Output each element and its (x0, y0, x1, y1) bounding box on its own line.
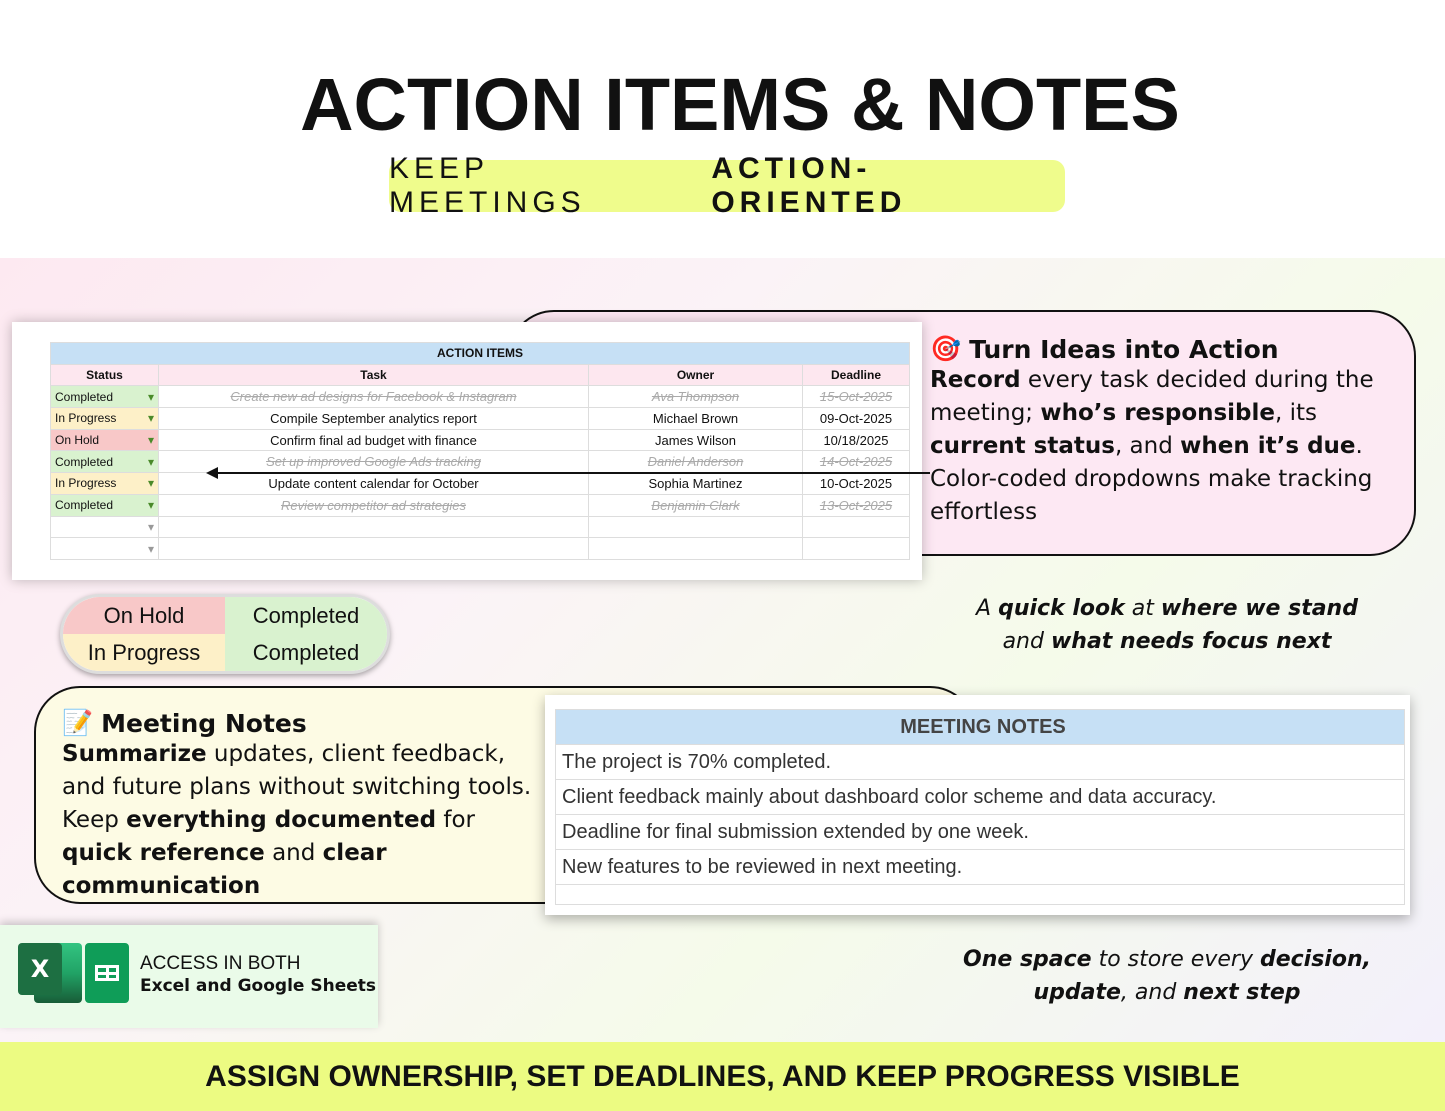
notes-title: MEETING NOTES (556, 710, 1405, 745)
text-run: decision, (1259, 947, 1371, 972)
deadline-cell: 09-Oct-2025 (803, 408, 910, 430)
note-cell: Client feedback mainly about dashboard color scheme and data accuracy. (556, 780, 1405, 815)
table-row (51, 408, 910, 430)
action-card-title (930, 334, 1400, 364)
status-dropdown[interactable]: On Hold ▾ (51, 429, 159, 451)
footer-banner: ASSIGN OWNERSHIP, SET DEADLINES, AND KEEP PROGRESS VISIBLE (0, 1042, 1445, 1111)
note-row (556, 780, 1405, 815)
empty-status-dropdown[interactable]: ▾ (51, 516, 159, 538)
excel-icon: X (18, 943, 62, 995)
subtitle-light: KEEP MEETINGS (389, 152, 586, 219)
note-cell: The project is 70% completed. (556, 745, 1405, 780)
caption-quick-look (960, 592, 1374, 658)
arrow-head-icon (206, 467, 218, 479)
status-dropdown[interactable]: In Progress ▾ (51, 408, 159, 430)
table-title: ACTION ITEMS (51, 343, 910, 365)
text-run: , and (1120, 980, 1184, 1005)
note-row (556, 850, 1405, 885)
note-row (556, 745, 1405, 780)
text-run: everything documented (126, 807, 437, 833)
table-row (51, 386, 910, 408)
note-cell: New features to be reviewed in next meeting. (556, 850, 1405, 885)
status-dropdown[interactable]: Completed ▾ (51, 451, 159, 473)
empty-status-dropdown[interactable]: ▾ (51, 538, 159, 560)
text-run: Summarize (62, 741, 207, 767)
deadline-cell: 15-Oct-2025 (803, 386, 910, 408)
task-cell: Update content calendar for October (159, 473, 589, 495)
text-run: clear communication (62, 840, 387, 899)
owner-cell: Ava Thompson (589, 386, 803, 408)
deadline-cell: 13-Oct-2025 (803, 494, 910, 516)
action-items-table (50, 342, 910, 560)
text-run: quick reference (62, 840, 265, 866)
owner-cell: Benjamin Clark (589, 494, 803, 516)
meeting-notes-screenshot (545, 695, 1410, 915)
status-dropdown[interactable]: Completed ▾ (51, 494, 159, 516)
text-run: and (1002, 629, 1051, 654)
table-row (51, 473, 910, 495)
deadline-cell: 14-Oct-2025 (803, 451, 910, 473)
mag-status: Completed (225, 597, 387, 634)
access-banner (0, 925, 378, 1028)
text-run: and (264, 840, 323, 866)
mag-status: In Progress (63, 634, 225, 671)
text-run: , and (1114, 433, 1181, 459)
status-dropdown[interactable]: Completed ▾ (51, 386, 159, 408)
text-run: when it’s due (1180, 433, 1356, 459)
memo-icon: 📝 (62, 708, 94, 737)
action-card-title-text: Turn Ideas into Action (969, 334, 1279, 364)
status-magnifier (60, 594, 390, 674)
col-header: Deadline (803, 364, 910, 386)
status-dropdown[interactable]: In Progress ▾ (51, 473, 159, 495)
task-cell: Create new ad designs for Facebook & Instagram (159, 386, 589, 408)
text-run: who’s responsible (1040, 400, 1276, 426)
text-run: what needs focus next (1050, 629, 1332, 654)
access-line2: Excel and Google Sheets (140, 976, 376, 996)
text-run: update (1033, 980, 1121, 1005)
caption-line (940, 943, 1394, 976)
text-run: A (976, 596, 999, 621)
deadline-cell: 10/18/2025 (803, 429, 910, 451)
text-run: every task decided during the meeting; (930, 367, 1374, 426)
table-row (51, 494, 910, 516)
text-run: to store every (1091, 947, 1260, 972)
text-run: quick look (998, 596, 1125, 621)
deadline-cell: 10-Oct-2025 (803, 473, 910, 495)
text-run: Record (930, 367, 1021, 393)
col-header: Owner (589, 364, 803, 386)
notes-card-title (62, 708, 542, 738)
text-run: next step (1183, 980, 1301, 1005)
subtitle-banner (389, 152, 1065, 219)
caption-line (940, 976, 1394, 1009)
text-run: at (1124, 596, 1161, 621)
target-icon: 🎯 (930, 334, 962, 363)
owner-cell: Daniel Anderson (589, 451, 803, 473)
caption-line (960, 625, 1374, 658)
pointer-arrow-line (218, 472, 930, 474)
mag-status: On Hold (63, 597, 225, 634)
notes-card-title-text: Meeting Notes (101, 708, 307, 738)
caption-line (960, 592, 1374, 625)
subtitle-bold: ACTION-ORIENTED (711, 152, 907, 219)
text-run: , its (1275, 400, 1318, 426)
table-row (51, 451, 910, 473)
mag-status: Completed (225, 634, 387, 671)
task-cell: Compile September analytics report (159, 408, 589, 430)
table-row (51, 429, 910, 451)
page-title: ACTION ITEMS & NOTES (300, 63, 1180, 146)
action-items-screenshot (12, 322, 922, 580)
col-header: Status (51, 364, 159, 386)
access-line1: ACCESS IN BOTH (140, 953, 301, 974)
meeting-notes-table (555, 709, 1405, 905)
task-cell: Set up improved Google Ads tracking (159, 451, 589, 473)
col-header: Task (159, 364, 589, 386)
task-cell: Confirm final ad budget with finance (159, 429, 589, 451)
action-card-body (930, 364, 1400, 529)
text-run: for (436, 807, 475, 833)
task-cell: Review competitor ad strategies (159, 494, 589, 516)
caption-one-space (940, 943, 1394, 1009)
owner-cell: James Wilson (589, 429, 803, 451)
notes-card-body (62, 738, 542, 903)
note-row (556, 815, 1405, 850)
owner-cell: Sophia Martinez (589, 473, 803, 495)
text-run: . Color-coded dropdowns make tracking effortless (930, 433, 1373, 525)
note-cell: Deadline for final submission extended by one week. (556, 815, 1405, 850)
google-sheets-icon (85, 943, 129, 1003)
text-run: One space (963, 947, 1092, 972)
text-run: where we stand (1160, 596, 1358, 621)
text-run: updates, client feedback, and future plans without switching tools. Keep (62, 741, 532, 833)
owner-cell: Michael Brown (589, 408, 803, 430)
text-run: current status (930, 433, 1115, 459)
